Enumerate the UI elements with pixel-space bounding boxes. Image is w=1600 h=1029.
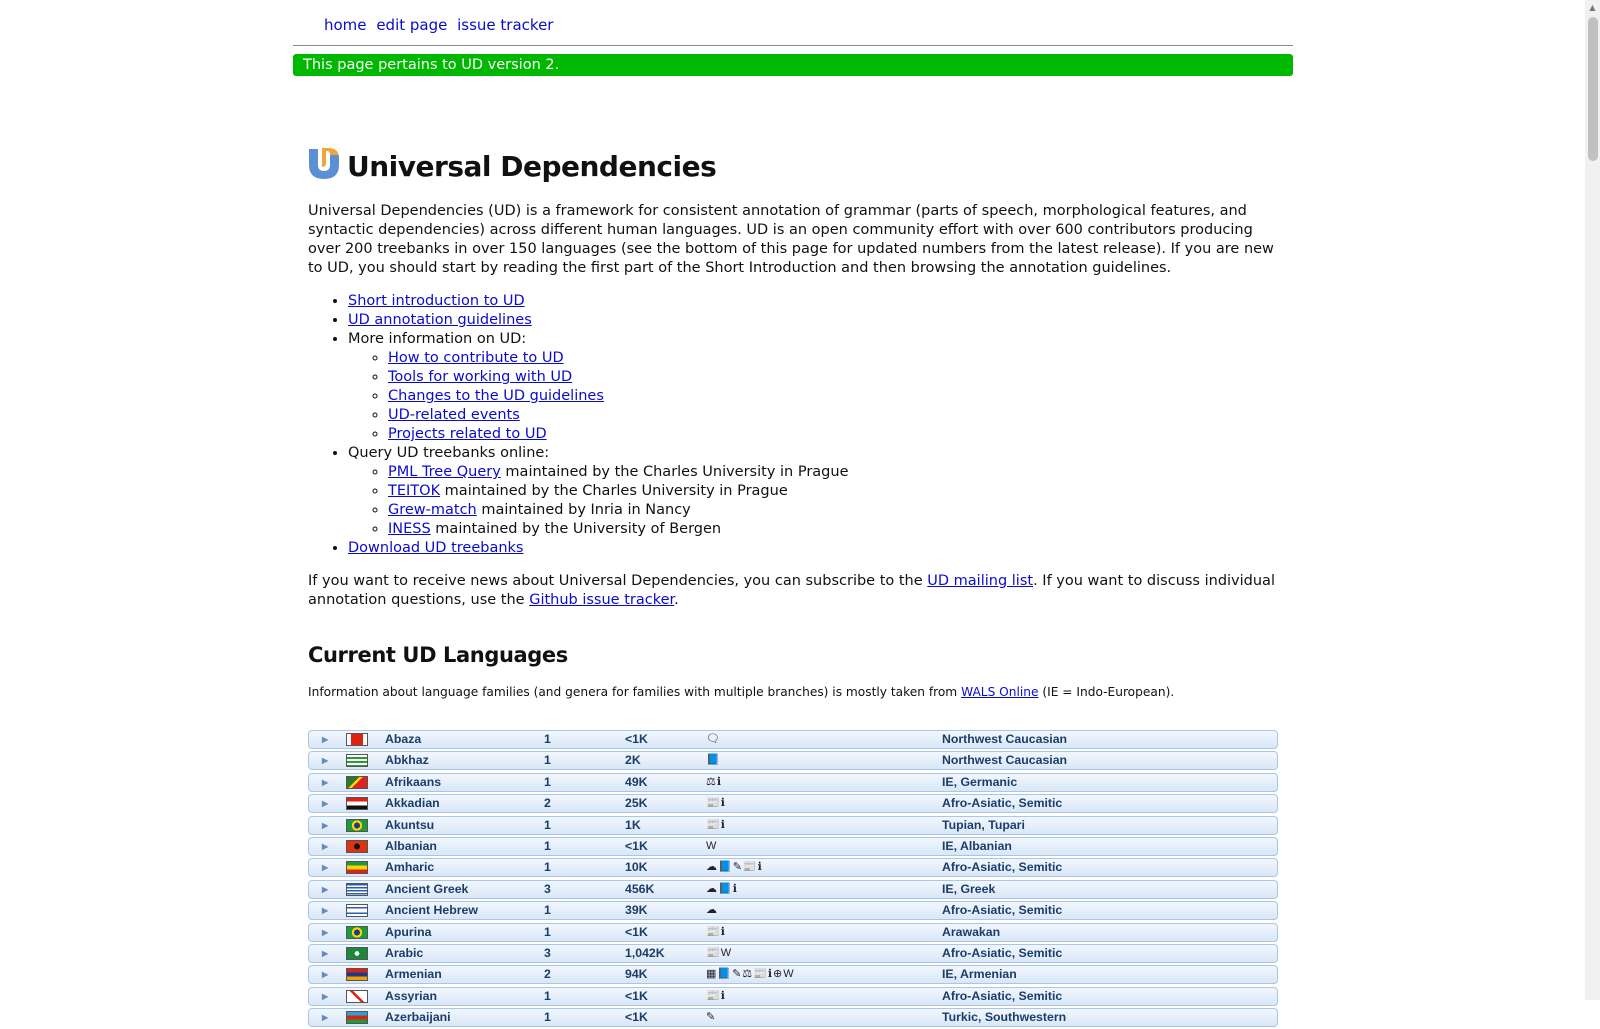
language-family: Turkic, Southwestern: [942, 1010, 1067, 1025]
language-name: Akkadian: [385, 796, 440, 811]
scroll-up-arrow-icon[interactable]: ▲: [1589, 3, 1596, 12]
list-item: [348, 539, 1278, 558]
genre-icons: ⚖ℹ: [706, 775, 723, 788]
language-name: Azerbaijani: [385, 1010, 451, 1025]
short-intro-link[interactable]: Short introduction to UD: [348, 293, 525, 309]
page-title: Universal Dependencies: [347, 149, 717, 183]
language-name: Akuntsu: [385, 817, 435, 832]
corpus-size: <1K: [625, 732, 648, 746]
expand-arrow-icon[interactable]: ▶: [322, 777, 329, 787]
query-sublist: [348, 463, 1278, 539]
contribute-link[interactable]: How to contribute to UD: [388, 350, 564, 366]
flag-icon: [346, 968, 368, 981]
grew-match-link[interactable]: Grew-match: [388, 502, 477, 518]
tools-link[interactable]: Tools for working with UD: [388, 369, 573, 385]
corpus-size: 10K: [625, 860, 648, 875]
genre-icons: 📰ℹ: [706, 989, 726, 1002]
mailing-list-link[interactable]: UD mailing list: [927, 573, 1034, 589]
list-item: [348, 444, 1278, 539]
nav-issue-tracker-link[interactable]: issue tracker: [457, 16, 554, 34]
expand-arrow-icon[interactable]: ▶: [322, 906, 329, 916]
language-row[interactable]: [308, 923, 1278, 942]
list-item: [388, 349, 1278, 368]
more-info-sublist: [348, 349, 1278, 444]
query-maintainer-text: maintained by Inria in Nancy: [476, 502, 691, 518]
genre-icons: 🗨: [706, 733, 721, 745]
corpus-size: <1K: [625, 1010, 648, 1025]
news-paragraph: [308, 572, 1278, 610]
wals-online-link[interactable]: WALS Online: [961, 685, 1039, 699]
language-row[interactable]: [308, 837, 1278, 856]
flag-icon: [346, 861, 368, 874]
info-links-list: [308, 292, 1278, 558]
treebank-count: 3: [544, 945, 551, 960]
flag-icon: [346, 840, 368, 853]
corpus-size: <1K: [625, 924, 648, 939]
expand-arrow-icon[interactable]: ▶: [322, 970, 329, 980]
list-item: [388, 368, 1278, 387]
events-link[interactable]: UD-related events: [388, 407, 520, 423]
language-family: Afro-Asiatic, Semitic: [942, 796, 1063, 811]
language-row[interactable]: [308, 816, 1278, 835]
flag-icon: [346, 819, 368, 832]
vertical-scrollbar[interactable]: [1585, 0, 1600, 1000]
treebank-count: 1: [544, 860, 551, 875]
nav-home-link[interactable]: home: [324, 16, 367, 34]
main-content: [308, 140, 1278, 716]
genre-icons: ✎: [706, 1011, 717, 1024]
corpus-size: <1K: [625, 988, 648, 1003]
expand-arrow-icon[interactable]: ▶: [322, 927, 329, 937]
genre-icons: ☁📘✎📰ℹ: [706, 861, 763, 874]
language-family: Afro-Asiatic, Semitic: [942, 903, 1063, 918]
query-label: Query UD treebanks online:: [348, 445, 550, 461]
flag-icon: [346, 904, 368, 917]
genre-icons: ☁📘ℹ: [706, 882, 738, 895]
news-text: . If you want to discuss individual annotation questions, use the: [308, 573, 1275, 608]
list-item: [388, 387, 1278, 406]
genre-icons: ▦📘✎⚖📰ℹ⊕W: [706, 968, 795, 981]
list-item: [348, 330, 1278, 444]
treebank-count: 1: [544, 817, 551, 832]
flag-icon: [346, 990, 368, 1003]
language-row[interactable]: [308, 965, 1278, 984]
language-family: Northwest Caucasian: [942, 753, 1068, 768]
language-family: IE, Armenian: [942, 967, 1017, 982]
version-banner: This page pertains to UD version 2.: [293, 54, 1293, 76]
language-name: Afrikaans: [385, 774, 442, 789]
expand-arrow-icon[interactable]: ▶: [322, 841, 329, 851]
language-family: Arawakan: [942, 924, 1001, 939]
query-maintainer-text: maintained by the Charles University in Prague: [500, 464, 849, 480]
query-maintainer-text: maintained by the University of Bergen: [430, 521, 722, 537]
language-row[interactable]: [308, 944, 1278, 963]
nav-edit-page-link[interactable]: edit page: [376, 16, 448, 34]
language-name: Ancient Greek: [385, 881, 469, 896]
treebank-count: 1: [544, 753, 551, 768]
treebank-count: 1: [544, 1010, 551, 1025]
page-header: [308, 140, 1278, 192]
language-name: Albanian: [385, 838, 437, 853]
genre-icons: 📰W: [706, 946, 733, 959]
flag-icon: [346, 883, 368, 896]
treebank-count: 1: [544, 988, 551, 1003]
corpus-size: 94K: [625, 967, 648, 982]
flag-icon: [346, 947, 368, 960]
flag-icon: [346, 797, 368, 810]
treebank-count: 1: [544, 903, 551, 918]
treebank-count: 1: [544, 924, 551, 939]
treebank-count: 3: [544, 881, 551, 896]
language-row[interactable]: [308, 880, 1278, 899]
header-divider: [293, 45, 1293, 46]
list-item: [388, 463, 1278, 482]
expand-arrow-icon[interactable]: ▶: [322, 884, 329, 894]
news-text: .: [674, 592, 679, 608]
language-row[interactable]: [308, 858, 1278, 877]
language-family: IE, Germanic: [942, 774, 1018, 789]
flag-icon: [346, 754, 368, 767]
genre-icons: 📰ℹ: [706, 797, 726, 810]
language-name: Apurina: [385, 924, 432, 939]
language-family: Afro-Asiatic, Semitic: [942, 860, 1063, 875]
list-item: [388, 520, 1278, 539]
treebank-count: 2: [544, 796, 551, 811]
iness-link[interactable]: INESS: [388, 521, 431, 537]
list-item: [348, 292, 1278, 311]
wals-text: (IE = Indo-European).: [1038, 685, 1175, 699]
language-table: [308, 730, 1278, 1029]
treebank-count: 1: [544, 838, 551, 853]
corpus-size: <1K: [625, 838, 648, 853]
ud-logo-icon: [308, 147, 341, 180]
language-row[interactable]: [308, 1008, 1278, 1027]
language-name: Amharic: [385, 860, 435, 875]
expand-arrow-icon[interactable]: ▶: [322, 799, 329, 809]
language-row[interactable]: [308, 730, 1278, 749]
expand-arrow-icon[interactable]: ▶: [322, 735, 329, 744]
treebank-count: 1: [544, 732, 551, 746]
language-name: Abaza: [385, 732, 422, 746]
expand-arrow-icon[interactable]: ▶: [322, 820, 329, 830]
language-name: Arabic: [385, 945, 424, 960]
projects-link[interactable]: Projects related to UD: [388, 426, 547, 442]
more-info-label: More information on UD:: [348, 331, 527, 347]
list-item: [388, 425, 1278, 444]
teitok-link[interactable]: TEITOK: [388, 483, 441, 499]
language-row[interactable]: [308, 794, 1278, 813]
list-item: [388, 501, 1278, 520]
treebank-count: 1: [544, 774, 551, 789]
language-family: Afro-Asiatic, Semitic: [942, 945, 1063, 960]
language-row[interactable]: [308, 773, 1278, 792]
list-item: [348, 311, 1278, 330]
genre-icons: 📰ℹ: [706, 925, 726, 938]
intro-paragraph: Universal Dependencies (UD) is a framework for consistent annotation of grammar (parts of speech, morphological features, and syntactic dependencies) across different human languages. UD is an open community effort with over 600 contributors producing over 200 treebanks in over 150 languages (see the bottom of this page for updated numbers from the latest release). If you are new to UD, you should start by reading the first part of the Short Introduction and then browsing the annotation guidelines.: [308, 203, 1274, 276]
language-name: Assyrian: [385, 988, 437, 1003]
genre-icons: W: [706, 839, 718, 852]
language-row[interactable]: [308, 987, 1278, 1006]
genre-icons: 📘: [706, 754, 721, 767]
wals-text: Information about language families (and genera for families with multiple branches) is mostly taken from: [308, 685, 962, 699]
news-text: If you want to receive news about Universal Dependencies, you can subscribe to the: [308, 573, 928, 589]
list-item: [388, 406, 1278, 425]
language-family: Tupian, Tupari: [942, 817, 1025, 832]
top-navigation: [324, 16, 558, 34]
scrollbar-thumb[interactable]: [1588, 17, 1598, 161]
pml-tree-query-link[interactable]: PML Tree Query: [388, 464, 501, 480]
corpus-size: 39K: [625, 903, 648, 918]
section-title: Current UD Languages: [308, 643, 568, 667]
genre-icons: ☁: [706, 904, 718, 917]
query-maintainer-text: maintained by the Charles University in Prague: [440, 483, 788, 499]
list-item: [388, 482, 1278, 501]
expand-arrow-icon[interactable]: ▶: [322, 1013, 329, 1023]
flag-icon: [346, 733, 368, 746]
treebank-count: 2: [544, 967, 551, 982]
expand-arrow-icon[interactable]: ▶: [322, 863, 329, 873]
genre-icons: 📰ℹ: [706, 818, 726, 831]
language-family: IE, Albanian: [942, 838, 1012, 853]
language-family: Afro-Asiatic, Semitic: [942, 988, 1063, 1003]
changes-link[interactable]: Changes to the UD guidelines: [388, 388, 604, 404]
corpus-size: 1,042K: [625, 945, 665, 960]
language-row[interactable]: [308, 901, 1278, 920]
flag-icon: [346, 926, 368, 939]
language-name: Abkhaz: [385, 753, 429, 768]
language-row[interactable]: [308, 751, 1278, 770]
language-name: Armenian: [385, 967, 442, 982]
flag-icon: [346, 1011, 368, 1024]
flag-icon: [346, 776, 368, 789]
corpus-size: 25K: [625, 796, 648, 811]
wals-note: [308, 683, 1278, 702]
language-family: Northwest Caucasian: [942, 732, 1068, 746]
download-link[interactable]: Download UD treebanks: [348, 540, 524, 556]
corpus-size: 2K: [625, 753, 641, 768]
corpus-size: 49K: [625, 774, 648, 789]
corpus-size: 456K: [625, 881, 655, 896]
expand-arrow-icon[interactable]: ▶: [322, 991, 329, 1001]
expand-arrow-icon[interactable]: ▶: [322, 756, 329, 766]
language-name: Ancient Hebrew: [385, 903, 478, 918]
github-issue-tracker-link[interactable]: Github issue tracker: [529, 592, 675, 608]
expand-arrow-icon[interactable]: ▶: [322, 948, 329, 958]
corpus-size: 1K: [625, 817, 641, 832]
language-family: IE, Greek: [942, 881, 996, 896]
guidelines-link[interactable]: UD annotation guidelines: [348, 312, 532, 328]
